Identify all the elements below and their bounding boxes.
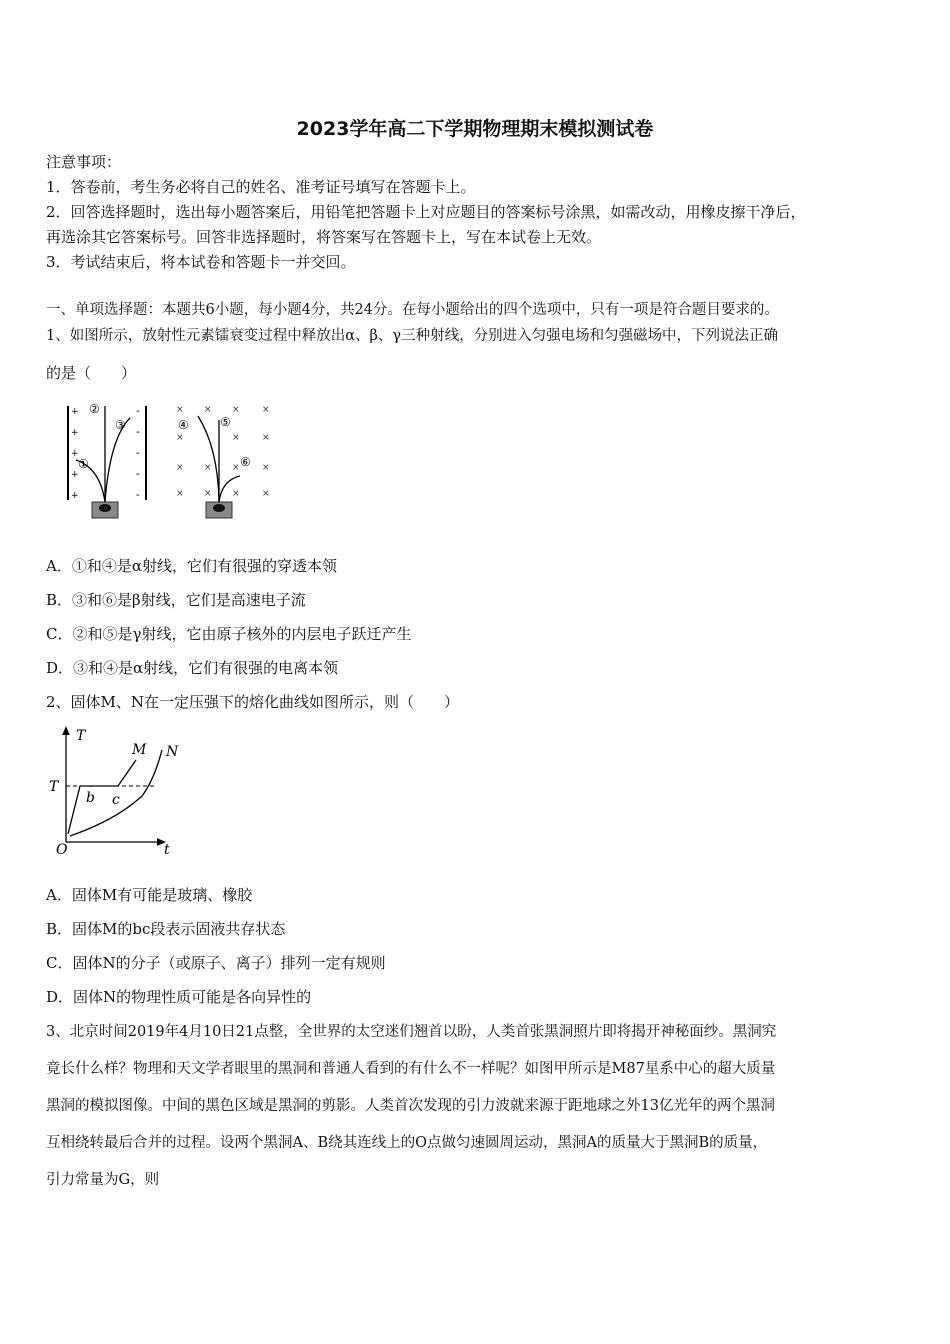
svg-text:-: - [136,425,140,438]
svg-text:×: × [204,489,212,499]
point-b-label: b [86,790,95,806]
section-heading: 一、单项选择题：本题共6小题，每小题4分，共24分。在每小题给出的四个选项中，只有一项是符合题目要求的。 [46,302,779,318]
question-2-option-d: D．固体N的物理性质可能是各向异性的 [46,988,312,1006]
question-1-stem: 的是（ ） [46,364,137,382]
question-2-option-b: B．固体M的bc段表示固液共存状态 [46,920,286,938]
question-3-line: 互相绕转最后合并的过程。设两个黑洞A、B绕其连线上的O点做匀速圆周运动，黑洞A的质量大于黑洞B的质量， [46,1135,768,1151]
point-c-label: c [112,792,120,808]
svg-text:-: - [136,446,140,459]
question-2-option-c: C．固体N的分子（或原子、离子）排列一定有规则 [46,954,386,972]
origin-label: O [56,842,68,858]
label-4: ④ [178,418,189,432]
question-2-option-a: A．固体M有可能是玻璃、橡胶 [46,886,253,904]
svg-text:×: × [176,433,184,443]
svg-text:+: + [71,491,79,501]
svg-text:×: × [262,463,270,473]
label-6: ⑥ [240,455,251,469]
plus-signs [71,407,79,501]
question-2-stem: 2、固体M、N在一定压强下的熔化曲线如图所示，则（ ） [46,693,460,711]
label-5: ⑤ [220,415,231,429]
question-3-line: 3、北京时间2019年4月10日21点整，全世界的太空迷们翘首以盼，人类首张黑洞照片即将揭开神秘面纱。黑洞究 [46,1024,777,1040]
question-3-line: 黑洞的模拟图像。中间的黑色区域是黑洞的剪影。人类首次发现的引力波就来源于距地球之外13亿光年的两个黑洞 [46,1098,775,1114]
svg-text:×: × [204,405,212,415]
svg-text:×: × [262,405,270,415]
svg-text:×: × [176,405,184,415]
notice-item: 3．考试结束后，将本试卷和答题卡一并交回。 [46,253,356,271]
svg-text:×: × [232,489,240,499]
svg-text:-: - [136,404,140,417]
curve-m-label: M [132,742,147,758]
x-axis-label: t [164,842,170,858]
label-2: ② [89,402,100,416]
svg-text:-: - [136,467,140,480]
svg-text:+: + [71,407,79,417]
question-3-line: 竟长什么样？物理和天文学者眼里的黑洞和普通人看到的有什么不一样呢？如图甲所示是M87星系中心的超大质量 [46,1061,776,1077]
notice-heading: 注意事项： [46,153,122,171]
question-1-option-c: C．②和⑤是γ射线，它由原子核外的内层电子跃迁产生 [46,625,412,643]
svg-text:×: × [262,433,270,443]
svg-text:×: × [176,463,184,473]
svg-text:×: × [232,405,240,415]
label-3: ③ [115,418,126,432]
question-2-figure [46,724,186,858]
question-1-figure [58,398,278,523]
notice-item: 1．答卷前，考生务必将自己的姓名、准考证号填写在答题卡上。 [46,178,476,196]
svg-text:×: × [262,489,270,499]
svg-text:×: × [176,489,184,499]
question-1-option-a: A．①和④是α射线，它们有很强的穿透本领 [46,557,337,575]
question-1-option-d: D．③和④是α射线，它们有很强的电离本领 [46,659,339,677]
minus-signs [136,404,140,501]
svg-text:+: + [71,470,79,480]
question-1-option-b: B．③和⑥是β射线，它们是高速电子流 [46,591,306,609]
question-1-stem: 1、如图所示，放射性元素镭衰变过程中释放出α、β、γ三种射线，分别进入匀强电场和匀强磁场中，下列说法正确 [46,328,779,344]
temp-label: T [49,779,59,795]
svg-text:×: × [204,463,212,473]
curve-n-label: N [166,744,179,760]
notice-item: 2．回答选择题时，选出每小题答案后，用铅笔把答题卡上对应题目的答案标号涂黑，如需改动，用橡皮擦干净后， [46,203,806,221]
page-title: 2023学年高二下学期物理期末模拟测试卷 [296,118,654,140]
svg-text:+: + [71,449,79,459]
svg-text:+: + [71,428,79,438]
svg-text:-: - [136,488,140,501]
label-1: ① [78,457,89,471]
svg-text:×: × [232,463,240,473]
svg-text:×: × [232,433,240,443]
notice-item: 再选涂其它答案标号。回答非选择题时，将答案写在答题卡上，写在本试卷上无效。 [46,228,602,246]
question-3-line: 引力常量为G，则 [46,1172,160,1188]
y-axis-label: T [76,728,86,744]
